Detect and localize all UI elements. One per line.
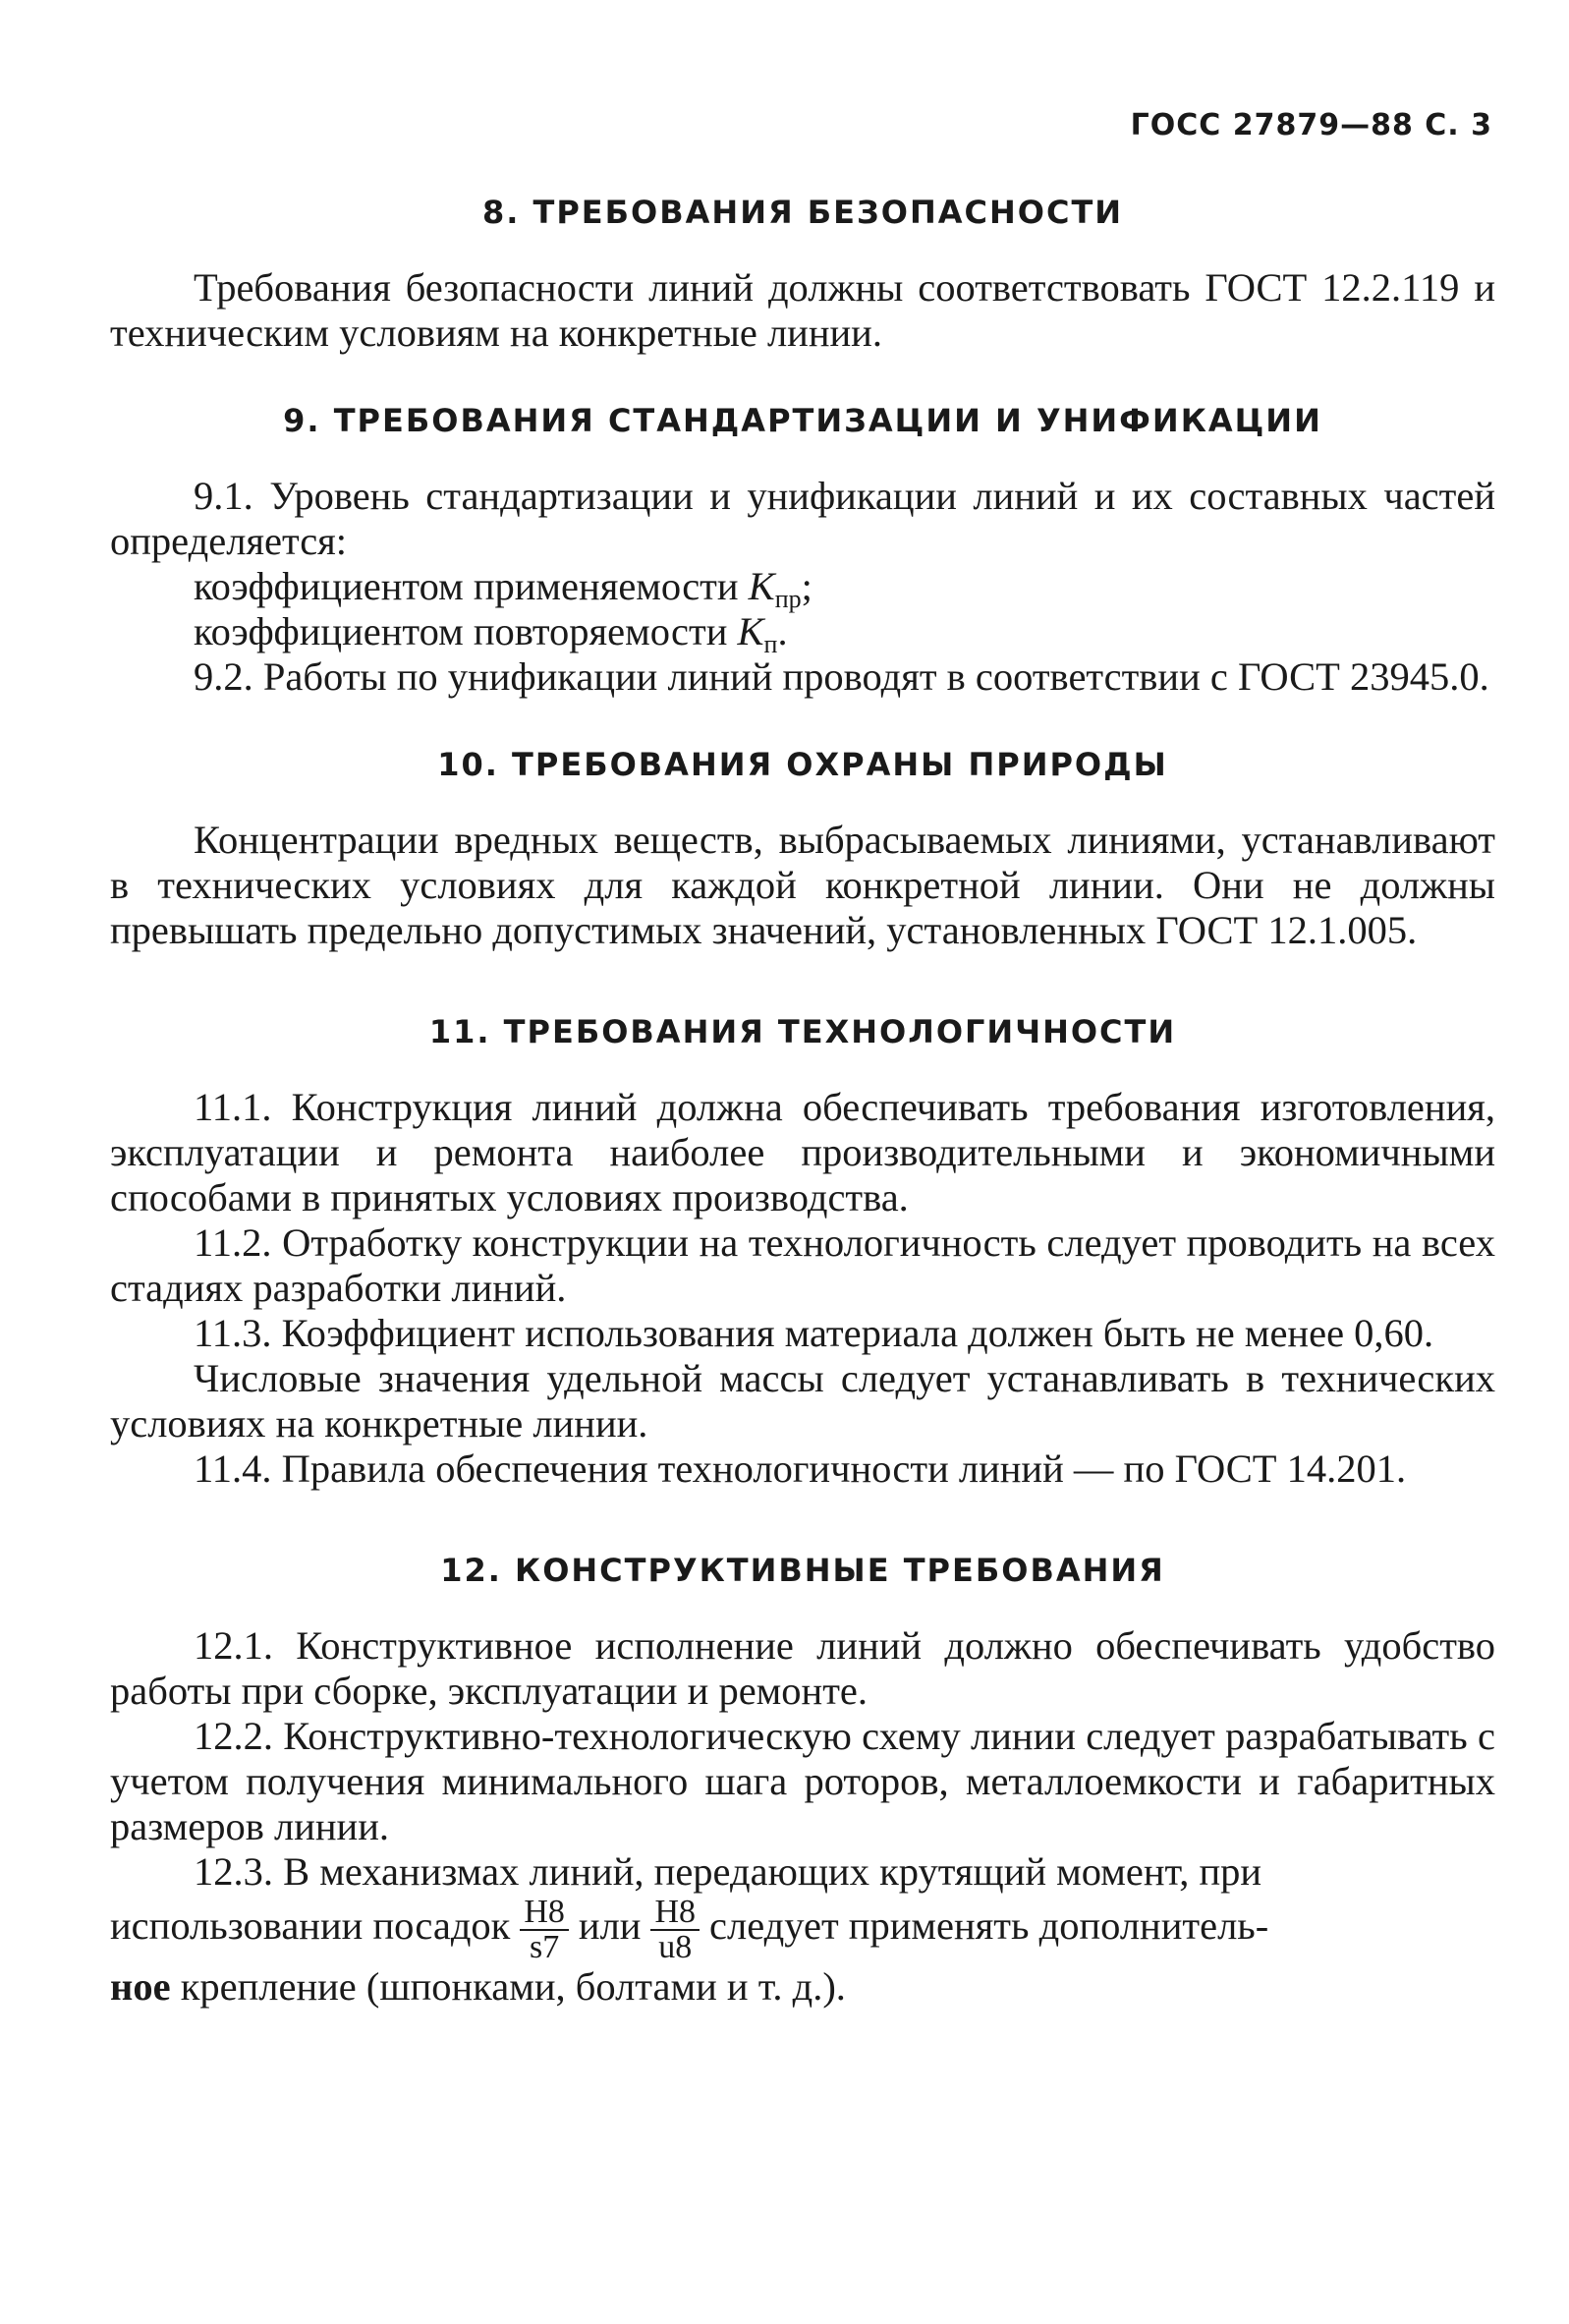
section-8-heading: 8. ТРЕБОВАНИЯ БЕЗОПАСНОСТИ [481,194,1124,231]
fraction-1-numerator: H8 [520,1896,569,1931]
fit-mid-text: или [578,1903,642,1948]
document-body [110,193,1495,2010]
fraction-2-denominator: u8 [658,1928,693,1965]
section-11-3-note: Числовые значения удельной массы следует устанавливать в технических условиях на конкретные линии. [110,1356,1495,1445]
running-header: ГОСС 27879—88 С. 3 [1130,108,1492,142]
fraction-2-numerator: H8 [650,1896,700,1931]
section-10-paragraph: Концентрации вредных веществ, выбрасываемых линиями, устанавливают в технических условиях для каждой конкретной линии. Они не должны превышать предельно допустимых значений, установленных ГОСТ 12.1.005. [110,818,1495,952]
section-11-heading: 11. ТРЕБОВАНИЯ ТЕХНОЛОГИЧНОСТИ [428,1013,1177,1050]
section-12-3-last-line [110,1964,1495,2010]
coef2-end: . [777,609,788,653]
coefficient-repeatability-line [110,609,1495,658]
coef2-subscript: п [763,630,778,658]
section-11-4-paragraph: 11.4. Правила обеспечения технологичности линий — по ГОСТ 14.201. [194,1446,1407,1491]
section-9-2-paragraph: 9.2. Работы по унификации линий проводят в соответствии с ГОСТ 23945.0. [194,654,1489,699]
section-11-2-paragraph: 11.2. Отработку конструкции на технологичность следует проводить на всех стадиях разработки линий. [110,1220,1495,1310]
coef2-symbol: K [737,609,764,653]
coef1-text: коэффициентом применяемости [194,564,749,608]
section-11-3-paragraph: 11.3. Коэффициент использования материала должен быть не менее 0,60. [194,1311,1434,1355]
coef1-symbol: K [748,564,775,608]
last-line-text: крепление (шпонками, болтами и т. д.). [170,1963,846,2009]
section-9-heading: 9. ТРЕБОВАНИЯ СТАНДАРТИЗАЦИИ И УНИФИКАЦИИ [283,402,1322,439]
bold-fragment: ное [110,1963,171,2009]
fit-fraction-h8-s7 [520,1893,569,1965]
section-11-1-paragraph: 11.1. Конструкция линий должна обеспечивать требования изготовления, эксплуатации и ремонта наиболее производительными и экономичными способами в принятых условиях производства. [110,1085,1495,1219]
section-12-heading: 12. КОНСТРУКТИВНЫЕ ТРЕБОВАНИЯ [440,1552,1165,1589]
coef2-text: коэффициентом повторяемости [194,609,738,653]
coefficient-applicability-line [110,564,1495,613]
section-12-3-formula-line [110,1895,1495,1964]
coef1-subscript: пр [774,585,802,613]
fit-pre-text: использовании посадок [110,1903,511,1948]
section-12-1-paragraph: 12.1. Конструктивное исполнение линий должно обеспечивать удобство работы при сборке, эксплуатации и ремонте. [110,1623,1495,1713]
section-10-heading: 10. ТРЕБОВАНИЯ ОХРАНЫ ПРИРОДЫ [437,746,1168,783]
fit-post-text: следует применять дополнитель- [709,1903,1269,1948]
coef1-end: ; [801,564,813,608]
section-12-2-paragraph: 12.2. Конструктивно-технологическую схему линии следует разрабатывать с учетом получения минимального шага роторов, металлоемкости и габаритных размеров линии. [110,1714,1495,1848]
section-12-3-line-1: 12.3. В механизмах линий, передающих крутящий момент, при [194,1849,1262,1894]
fraction-1-denominator: s7 [530,1928,560,1965]
fit-fraction-h8-u8 [650,1893,700,1965]
section-9-1-paragraph: 9.1. Уровень стандартизации и унификации линий и их составных частей определяется: [110,474,1495,563]
section-8-paragraph: Требования безопасности линий должны соответствовать ГОСТ 12.2.119 и техническим условиям на конкретные линии. [110,265,1495,355]
